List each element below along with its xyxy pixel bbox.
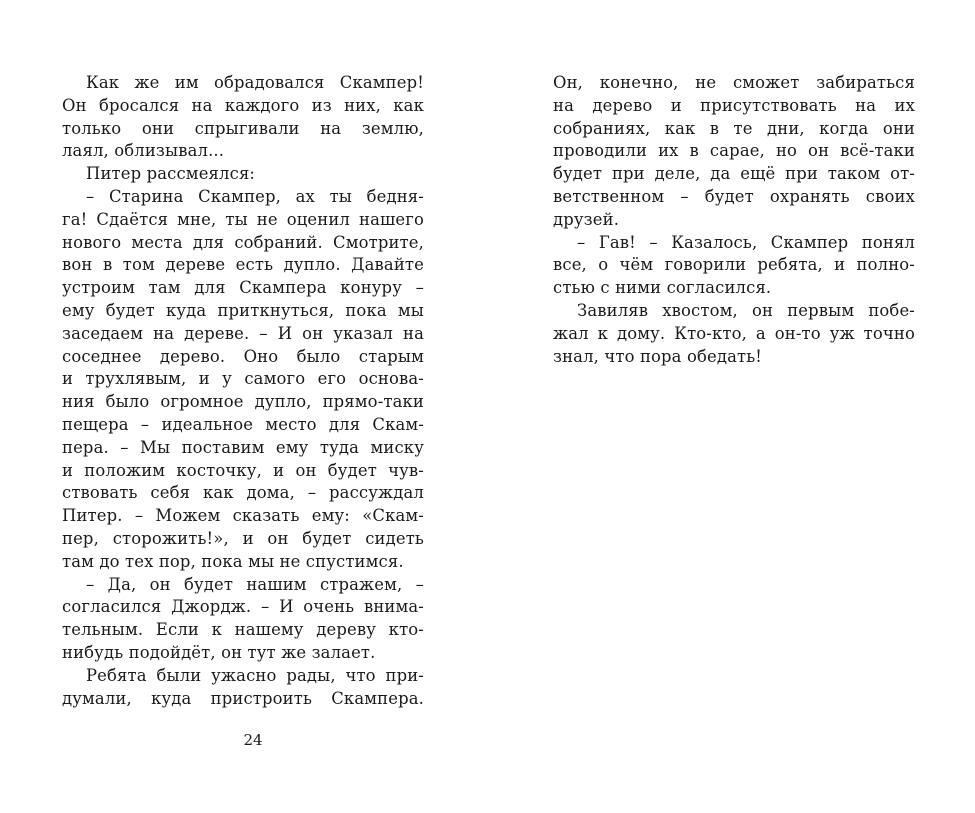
text-line: пещера – идеальное место для Скам-	[62, 414, 424, 434]
text-line: согласился Джордж. – И очень внима-	[62, 597, 424, 617]
page-number: 24	[243, 731, 263, 749]
text-line: вон в том дереве есть дупло. Давайте	[62, 255, 424, 275]
text-line: нибудь подойдёт, он тут же залает.	[62, 642, 376, 662]
text-line: Завиляв хвостом, он первым побе-	[577, 300, 915, 320]
text-line: лаял, облизывал...	[62, 141, 225, 161]
text-line: знал, что пора обедать!	[553, 346, 763, 366]
text-line: га! Сдаётся мне, ты не оценил нашего	[62, 209, 424, 229]
text-line: друзей.	[553, 209, 620, 229]
text-line: ветственном – будет охранять своих	[553, 186, 915, 206]
text-line: Он, конечно, не сможет забираться	[553, 73, 915, 92]
text-line: на дерево и присутствовать на их	[553, 95, 915, 115]
text-line: Как же им обрадовался Скампер!	[86, 73, 424, 92]
text-line: ния было огромное дупло, прямо-таки	[62, 392, 424, 412]
text-line: пера. – Мы поставим ему туда миску	[62, 437, 424, 457]
text-line: там до тех пор, пока мы не спустимся.	[62, 551, 404, 571]
text-line: проводили их в сарае, но он всё-таки	[553, 141, 915, 161]
text-line: стью с ними согласился.	[553, 278, 772, 298]
right-page-text	[553, 72, 915, 368]
text-line: соседнее дерево. Оно было старым	[62, 346, 424, 366]
text-line: и положим косточку, и он будет чув-	[62, 460, 424, 480]
text-line: будет при деле, да ещё при таком от-	[553, 164, 915, 184]
left-page-text	[62, 72, 424, 710]
text-line: ему будет куда приткнуться, пока мы	[62, 300, 424, 320]
text-line: жал к дому. Кто-кто, а он-то уж точно	[553, 323, 915, 343]
text-line: все, о чём говорили ребята, и полно-	[553, 255, 915, 275]
text-line: – Гав! – Казалось, Скампер понял	[577, 232, 915, 252]
text-line: ствовать себя как дома, – рассуждал	[62, 483, 424, 503]
text-line: – Да, он будет нашим стражем, –	[86, 574, 424, 594]
text-line: только они спрыгивали на землю,	[62, 118, 424, 138]
text-line: собраниях, как в те дни, когда они	[553, 118, 915, 138]
text-line: Питер рассмеялся:	[86, 164, 256, 184]
text-line: Ребята были ужасно рады, что при-	[86, 665, 424, 685]
text-line: заседаем на дереве. – И он указал на	[62, 323, 424, 343]
text-line: Питер. – Можем сказать ему: «Скам-	[62, 506, 424, 526]
text-line: – Старина Скампер, ах ты бедня-	[86, 186, 424, 206]
text-line: Он бросался на каждого из них, как	[62, 95, 424, 115]
text-line: думали, куда пристроить Скампера.	[62, 688, 424, 708]
text-line: нового места для собраний. Смотрите,	[62, 232, 424, 252]
text-line: тельным. Если к нашему дереву кто-	[62, 620, 424, 640]
text-line: устроим там для Скампера конуру –	[62, 278, 424, 298]
text-line: и трухлявым, и у самого его основа-	[62, 369, 424, 389]
text-line: пер, сторожить!», и он будет сидеть	[62, 528, 424, 548]
